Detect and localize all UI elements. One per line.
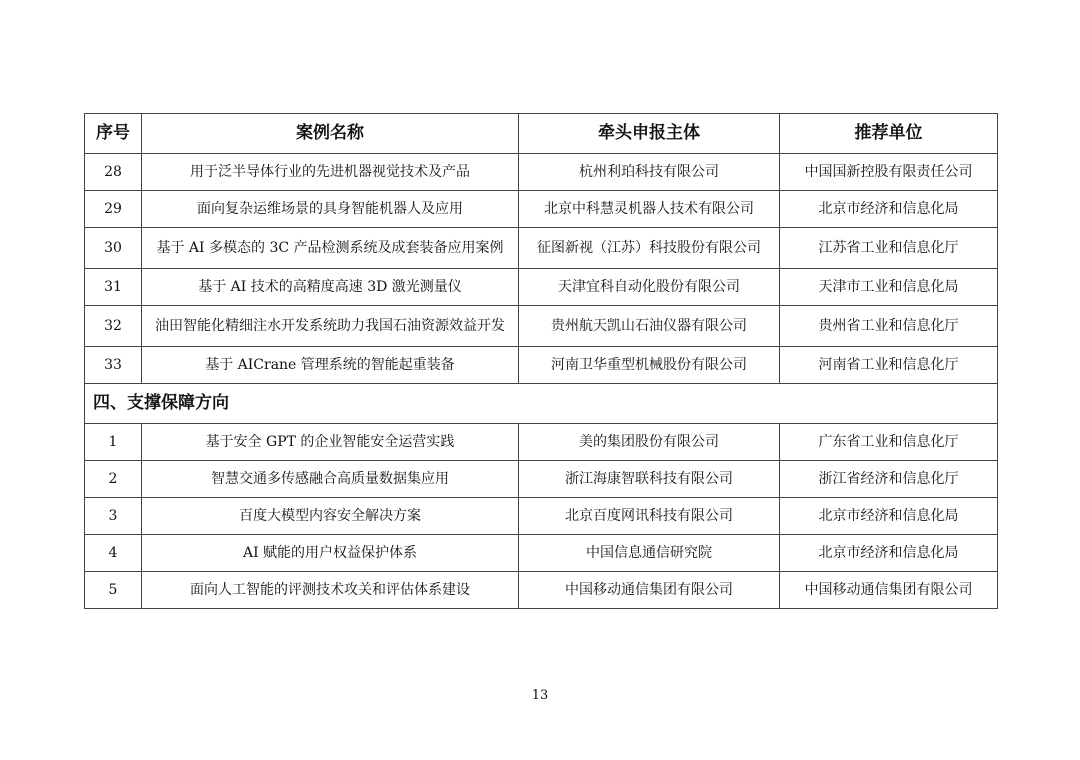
cell-lead-applicant: 贵州航天凯山石油仪器有限公司: [519, 306, 780, 347]
cell-case-name: 面向人工智能的评测技术攻关和评估体系建设: [142, 572, 519, 609]
cell-case-name: 基于 AI 技术的高精度高速 3D 激光测量仪: [142, 269, 519, 306]
cell-recommending-unit: 浙江省经济和信息化厅: [780, 461, 998, 498]
cell-number: 28: [85, 154, 142, 191]
cell-recommending-unit: 北京市经济和信息化局: [780, 191, 998, 228]
cell-case-name: 基于 AI 多模态的 3C 产品检测系统及成套装备应用案例: [142, 228, 519, 269]
cell-lead-applicant: 北京中科慧灵机器人技术有限公司: [519, 191, 780, 228]
table-row: [85, 424, 998, 461]
cell-recommending-unit: 贵州省工业和信息化厅: [780, 306, 998, 347]
cell-recommending-unit: 广东省工业和信息化厅: [780, 424, 998, 461]
cell-recommending-unit: 北京市经济和信息化局: [780, 498, 998, 535]
cell-number: 31: [85, 269, 142, 306]
table-row: [85, 535, 998, 572]
cell-number: 1: [85, 424, 142, 461]
table-row: [85, 228, 998, 269]
cell-number: 33: [85, 347, 142, 384]
table-row: [85, 191, 998, 228]
cell-number: 29: [85, 191, 142, 228]
table-row: [85, 306, 998, 347]
cell-number: 2: [85, 461, 142, 498]
cell-number: 32: [85, 306, 142, 347]
cell-lead-applicant: 河南卫华重型机械股份有限公司: [519, 347, 780, 384]
cell-case-name: 用于泛半导体行业的先进机器视觉技术及产品: [142, 154, 519, 191]
table-row: [85, 572, 998, 609]
cell-recommending-unit: 天津市工业和信息化局: [780, 269, 998, 306]
cell-recommending-unit: 中国移动通信集团有限公司: [780, 572, 998, 609]
cell-number: 4: [85, 535, 142, 572]
table-row: [85, 154, 998, 191]
table-row: [85, 498, 998, 535]
cell-recommending-unit: 中国国新控股有限责任公司: [780, 154, 998, 191]
cell-lead-applicant: 天津宜科自动化股份有限公司: [519, 269, 780, 306]
cell-recommending-unit: 江苏省工业和信息化厅: [780, 228, 998, 269]
page-number: 13: [531, 688, 549, 703]
header-case-name: 案例名称: [142, 114, 519, 154]
header-number: 序号: [85, 114, 142, 154]
header-lead-applicant: 牵头申报主体: [519, 114, 780, 154]
cell-case-name: 油田智能化精细注水开发系统助力我国石油资源效益开发: [142, 306, 519, 347]
cell-lead-applicant: 美的集团股份有限公司: [519, 424, 780, 461]
table-row: [85, 461, 998, 498]
cell-lead-applicant: 中国信息通信研究院: [519, 535, 780, 572]
cell-lead-applicant: 征图新视（江苏）科技股份有限公司: [519, 228, 780, 269]
cell-case-name: 百度大模型内容安全解决方案: [142, 498, 519, 535]
cell-case-name: 基于安全 GPT 的企业智能安全运营实践: [142, 424, 519, 461]
cell-lead-applicant: 北京百度网讯科技有限公司: [519, 498, 780, 535]
cell-case-name: 基于 AICrane 管理系统的智能起重装备: [142, 347, 519, 384]
table-header-row: [85, 114, 998, 154]
table-row: [85, 347, 998, 384]
cell-lead-applicant: 浙江海康智联科技有限公司: [519, 461, 780, 498]
section-title: 四、支撑保障方向: [85, 384, 998, 424]
cell-number: 3: [85, 498, 142, 535]
cell-lead-applicant: 杭州利珀科技有限公司: [519, 154, 780, 191]
section-row: [85, 384, 998, 424]
cell-number: 30: [85, 228, 142, 269]
cell-number: 5: [85, 572, 142, 609]
cell-case-name: AI 赋能的用户权益保护体系: [142, 535, 519, 572]
cell-case-name: 面向复杂运维场景的具身智能机器人及应用: [142, 191, 519, 228]
cell-recommending-unit: 北京市经济和信息化局: [780, 535, 998, 572]
header-recommending-unit: 推荐单位: [780, 114, 998, 154]
table-row: [85, 269, 998, 306]
cell-recommending-unit: 河南省工业和信息化厅: [780, 347, 998, 384]
case-table: [84, 113, 998, 609]
cell-case-name: 智慧交通多传感融合高质量数据集应用: [142, 461, 519, 498]
cell-lead-applicant: 中国移动通信集团有限公司: [519, 572, 780, 609]
